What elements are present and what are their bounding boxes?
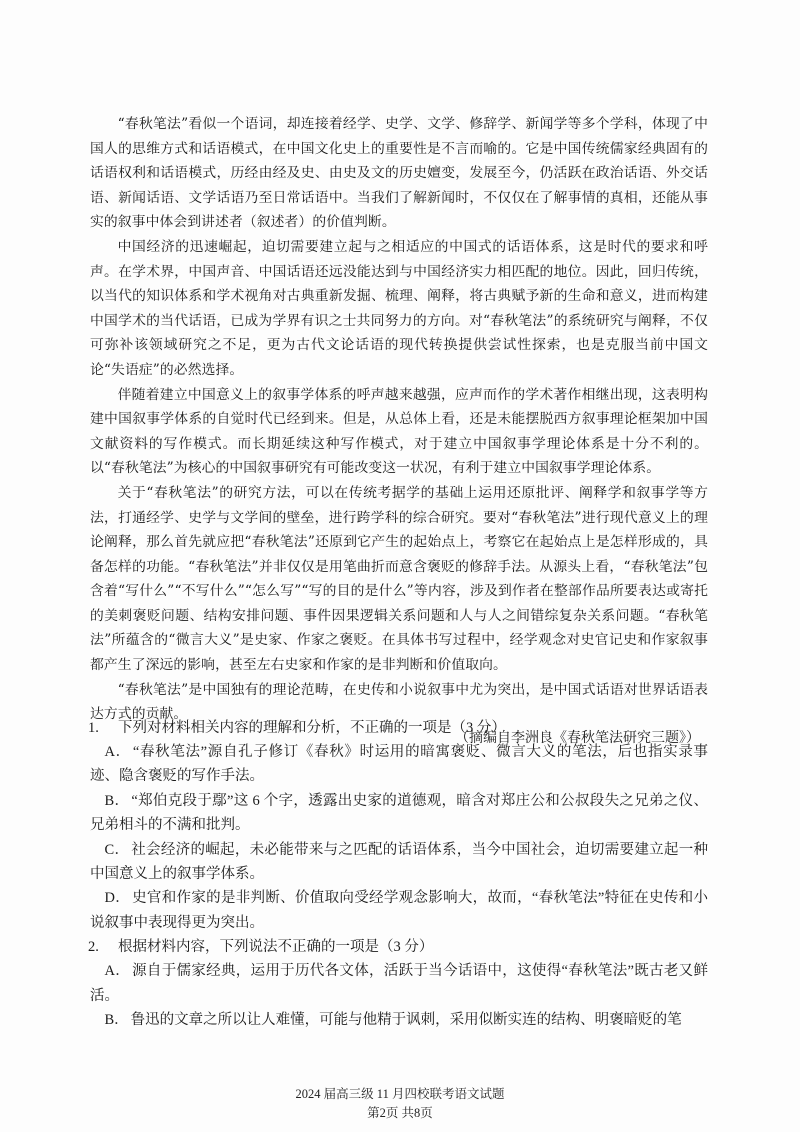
page-number: 第2页 共8页 bbox=[367, 1106, 433, 1120]
option-d bbox=[90, 886, 708, 935]
question-text: 下列对材料相关内容的理解和分析，不正确的一项是（3 分） bbox=[118, 720, 506, 736]
question-number: 1. bbox=[88, 720, 99, 736]
option-b bbox=[90, 789, 708, 838]
option-a bbox=[90, 740, 708, 789]
option-c bbox=[90, 838, 708, 887]
exam-title: 2024 届高三级 11 月四校联考语文试题 bbox=[295, 1087, 505, 1101]
option-letter: B． bbox=[104, 792, 130, 809]
option-text: “春秋笔法”源自孔子修订《春秋》时运用的暗寓褒贬、微言大义的笔法，后也指实录事迹、隐含褒贬的写作手法。 bbox=[90, 744, 708, 785]
passage-source: （摘编自李洲良《春秋笔法研究三题》） bbox=[455, 730, 700, 746]
option-a bbox=[90, 959, 708, 1008]
passage-paragraph-5: “春秋笔法”是中国独有的理论范畴，在史传和小说叙事中尤为突出，是中国式话语对世界话语表达方式的贡献。 bbox=[90, 681, 708, 723]
option-b bbox=[90, 1008, 708, 1032]
option-letter: C． bbox=[104, 841, 130, 858]
option-letter: A． bbox=[104, 744, 131, 760]
passage-paragraph-2: 中国经济的迅速崛起，迫切需要建立起与之相适应的中国式的话语体系，这是时代的要求和呼声。在学术界，中国声音、中国话语还远没能达到与中国经济实力相匹配的地位。因此，回归传统，以当代的知识体系和学术视角对古典重新发掘、梳理、阐释，将古典赋予新的生命和意义，进而构建中国学术的当代话语，已成为学界有识之士共同努力的方向。对“春秋笔法”的系统研究与阐释，不仅可弥补该领域研究之不足，更为古代文论话语的现代转换提供尝试性探索，也是克服当前中国文论“失语症”的必然选择。 bbox=[90, 238, 708, 378]
question-stem bbox=[88, 935, 708, 959]
passage-paragraph-3: 伴随着建立中国意义上的叙事学体系的呼声越来越强，应声而作的学术著作相继出现，这表明构建中国叙事学体系的自觉时代已经到来。但是，从总体上看，还是未能摆脱西方叙事理论框架加中国文献资料的写作模式。而长期延续这种写作模式，对于建立中国叙事学理论体系是十分不利的。以“春秋笔法”为核心的中国叙事研究有可能改变这一状况，有利于建立中国叙事学理论体系。 bbox=[90, 386, 708, 477]
option-text: 鲁迅的文章之所以让人难懂，可能与他精于讽刺，采用似断实连的结构、明褒暗贬的笔 bbox=[130, 1012, 682, 1029]
option-text: 社会经济的崛起，未必能带来与之匹配的话语体系，当今中国社会，迫切需要建立起一种中国意义上的叙事学体系。 bbox=[90, 841, 708, 883]
option-letter: D． bbox=[104, 890, 131, 907]
option-text: 源自于儒家经典，运用于历代各文体，活跃于当今话语中，这使得“春秋笔法”既古老又鲜活。 bbox=[90, 963, 708, 1004]
reading-passage bbox=[90, 112, 708, 751]
question-number: 2. bbox=[88, 939, 99, 956]
question-1 bbox=[88, 716, 708, 935]
passage-paragraph-1: “春秋笔法”看似一个语词，却连接着经学、史学、文学、修辞学、新闻学等多个学科，体现了中国人的思维方式和话语模式，在中国文化史上的重要性是不言而喻的。它是中国传统儒家经典固有的话语权利和话语模式，历经由经及史、由史及文的历史嬗变，发展至今，仍活跃在政治话语、外交话语、新闻话语、文学话语乃至日常话语中。当我们了解新闻时，不仅仅在了解事情的真相，还能从事实的叙事中体会到讲述者（叙述者）的价值判断。 bbox=[90, 116, 708, 231]
question-list bbox=[88, 716, 708, 1032]
passage-paragraph-4: 关于“春秋笔法”的研究方法，可以在传统考据学的基础上运用还原批评、阐释学和叙事学等方法，打通经学、史学与文学间的壁垒，进行跨学科的综合研究。要对“春秋笔法”进行现代意义上的理论阐释，那么首先就应把“春秋笔法”还原到它产生的起始点上，考察它在起始点上是怎样形成的，具备怎样的功能。“春秋笔法”并非仅仅是用笔曲折而意含褒贬的修辞手法。从源头上看，“春秋笔法”包含着“写什么”“不写什么”“怎么写”“写的目的是什么”等内容，涉及到作者在整部作品所要表达或寄托的美刺褒贬问题、结构安排问题、事件因果逻辑关系问题和人与人之间错综复杂关系问题。“春秋笔法”所蕴含的“微言大义”是史家、作家之褒贬。在具体书写过程中，经学观念对史官记史和作家叙事都产生了深远的影响，甚至左右史家和作家的是非判断和价值取向。 bbox=[90, 484, 708, 674]
question-stem bbox=[88, 716, 708, 740]
option-letter: A． bbox=[104, 963, 131, 980]
question-text: 根据材料内容，下列说法不正确的一项是（3 分） bbox=[118, 939, 434, 956]
option-letter: B． bbox=[104, 1012, 129, 1029]
question-2 bbox=[88, 935, 708, 1032]
option-text: “郑伯克段于鄢”这 6 个字，透露出史家的道德观，暗含对郑庄公和公叔段失之兄弟之仪、兄弟相斗的不满和批判。 bbox=[90, 792, 708, 834]
option-text: 史官和作家的是非判断、价值取向受经学观念影响大，故而，“春秋笔法”特征在史传和小说叙事中表现得更为突出。 bbox=[90, 890, 708, 931]
